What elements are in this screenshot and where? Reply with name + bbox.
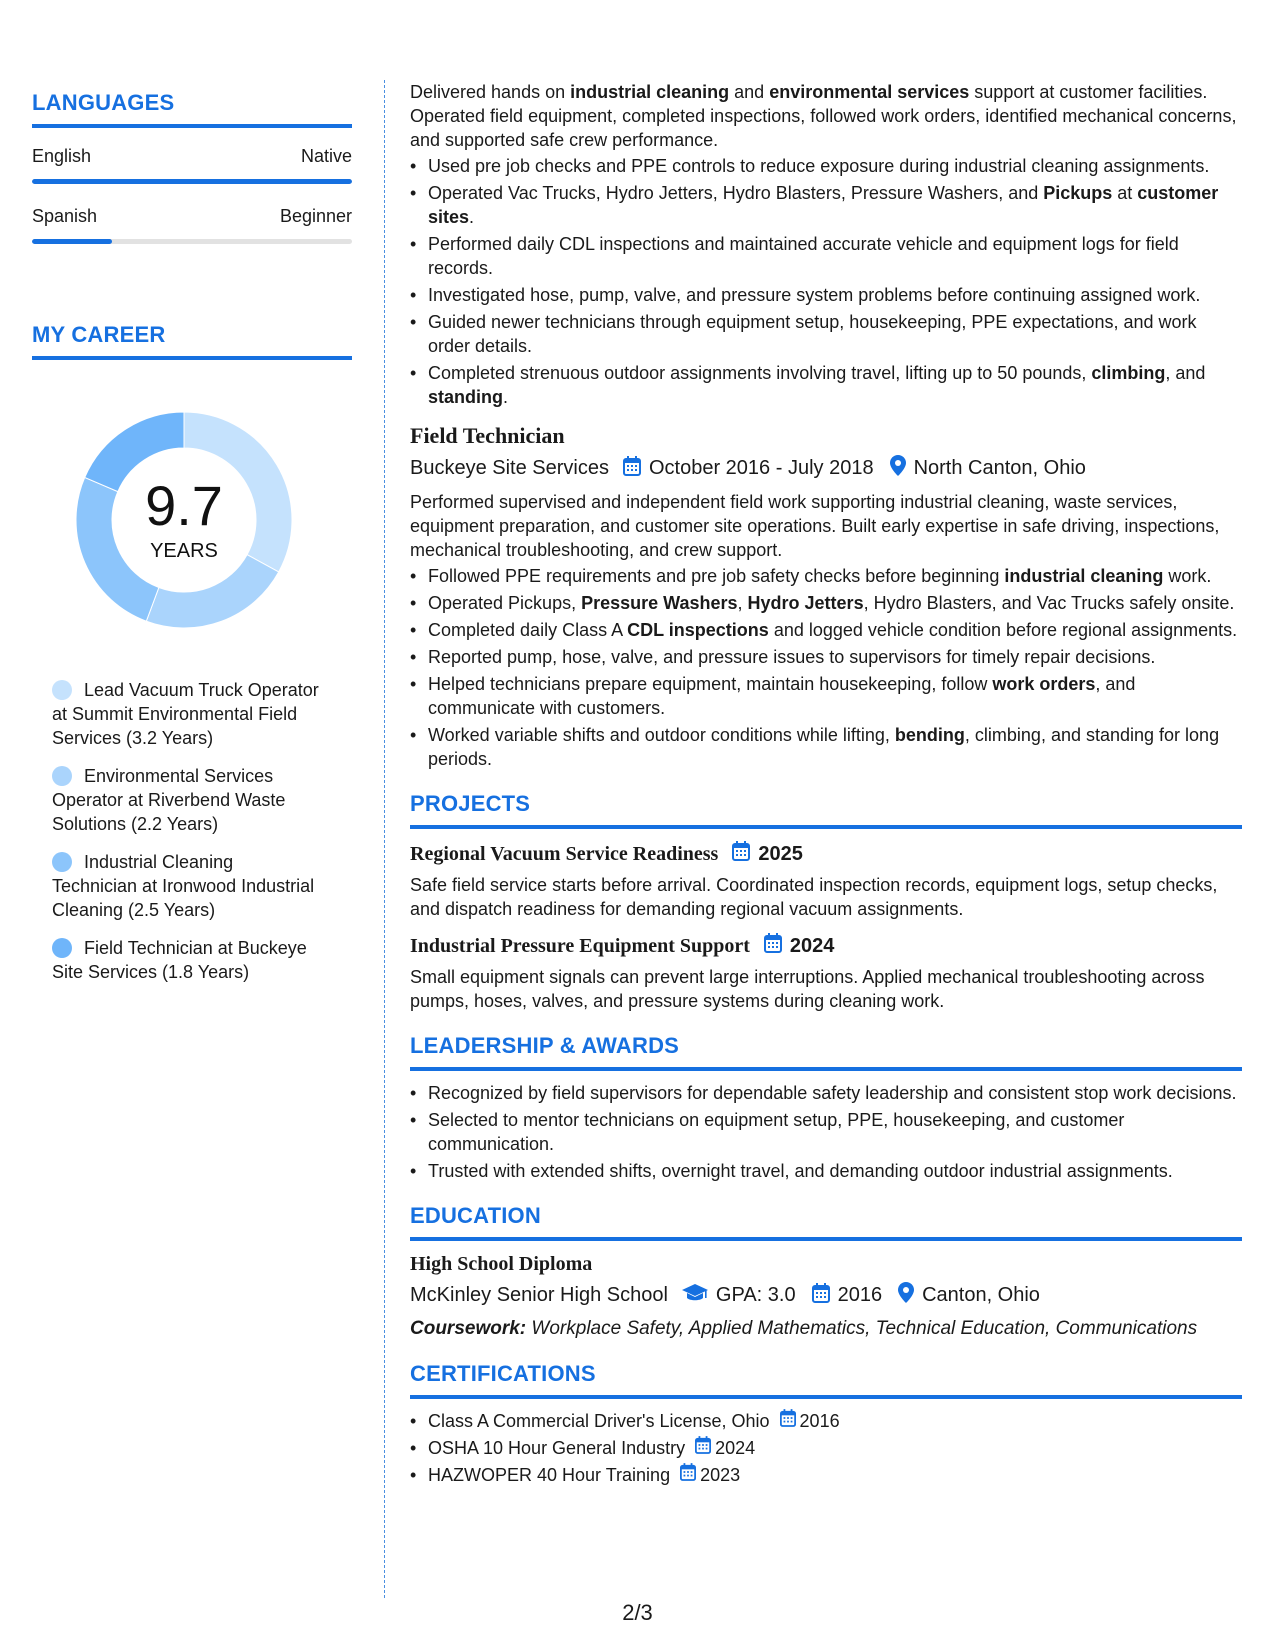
education-title: EDUCATION <box>410 1203 541 1228</box>
graduation-year: 2016 <box>837 1284 883 1306</box>
project-desc: Safe field service starts before arrival. Coordinated inspection records, equipment logs, setup checks, and dispatch readiness for demanding regional vacuum assignments. <box>410 875 1218 919</box>
section-rule <box>410 1067 1242 1071</box>
calendar-icon <box>623 456 641 482</box>
legend-label: Environmental Services Operator at Riverbend Waste Solutions (2.2 Years) <box>52 766 286 834</box>
project-name: Industrial Pressure Equipment Support <box>410 934 750 957</box>
legend-label: Field Technician at Buckeye Site Services (1.8 Years) <box>52 938 307 982</box>
bullet-item: • Performed daily CDL inspections and maintained accurate vehicle and equipment logs for field records. <box>410 232 1242 280</box>
legend-label: Industrial Cleaning Technician at Ironwood Industrial Cleaning (2.5 Years) <box>52 852 315 920</box>
bullet-item: • Used pre job checks and PPE controls to reduce exposure during industrial cleaning assignments. <box>410 154 1242 178</box>
certification-item <box>410 1436 1242 1460</box>
leadership-title: LEADERSHIP & AWARDS <box>410 1033 680 1058</box>
career-legend <box>52 678 352 984</box>
project-year: 2025 <box>758 842 803 865</box>
bullet-item: • Operated Vac Trucks, Hydro Jetters, Hydro Blasters, Pressure Washers, and Pickups at customer sites. <box>410 181 1242 229</box>
legend-dot <box>52 766 72 786</box>
coursework <box>410 1317 1242 1341</box>
language-item <box>32 206 352 244</box>
location-pin-icon <box>898 1282 914 1309</box>
legend-dot <box>52 680 72 700</box>
language-proficiency-fill <box>32 239 112 244</box>
coursework-list: Workplace Safety, Applied Mathematics, Technical Education, Communications <box>526 1318 1198 1339</box>
language-level: Beginner <box>279 206 352 226</box>
legend-item <box>52 936 322 984</box>
bullet-item: • Guided newer technicians through equipment setup, housekeeping, PPE expectations, and work order details. <box>410 310 1242 358</box>
calendar-icon <box>732 841 750 867</box>
legend-label: Lead Vacuum Truck Operator at Summit Environmental Field Services (3.2 Years) <box>52 680 319 748</box>
page-number: 2/3 <box>622 1600 653 1625</box>
languages-section <box>32 90 352 244</box>
languages-title: LANGUAGES <box>32 90 175 115</box>
job-meta <box>410 455 1242 482</box>
prev-job-bullets <box>410 154 1242 409</box>
legend-item <box>52 678 322 750</box>
sidebar <box>32 90 352 998</box>
bullet-item: • Recognized by field supervisors for dependable safety leadership and consistent stop work decisions. <box>410 1081 1242 1105</box>
career-donut-chart <box>64 400 304 640</box>
language-name: English <box>32 146 92 166</box>
legend-dot <box>52 852 72 872</box>
certification-year: 2016 <box>799 1411 840 1431</box>
section-rule <box>410 1237 1242 1241</box>
project-year: 2024 <box>789 934 835 957</box>
language-item <box>32 146 352 184</box>
language-proficiency-bar <box>32 179 352 184</box>
bullet-item: • Investigated hose, pump, valve, and pressure system problems before continuing assigned work. <box>410 283 1242 307</box>
section-rule <box>32 356 352 360</box>
bullet-item: • Completed strenuous outdoor assignments involving travel, lifting up to 50 pounds, climbing, and standing. <box>410 361 1242 409</box>
bullet-item: • Operated Pickups, Pressure Washers, Hydro Jetters, Hydro Blasters, and Vac Trucks safely onsite. <box>410 591 1242 615</box>
career-title: MY CAREER <box>32 322 166 347</box>
education-section <box>410 1203 1242 1341</box>
job-bullets <box>410 564 1242 771</box>
education-meta <box>410 1282 1242 1309</box>
graduation-cap-icon <box>682 1284 708 1308</box>
language-name: Spanish <box>32 206 98 226</box>
leadership-bullets <box>410 1081 1242 1183</box>
calendar-icon <box>780 1409 796 1433</box>
project-desc: Small equipment signals can prevent large interruptions. Applied mechanical troubleshooting across pumps, hoses, valves, and pressure systems during cleaning work. <box>410 967 1205 1011</box>
legend-item <box>52 850 322 922</box>
calendar-icon <box>680 1463 696 1487</box>
calendar-icon <box>764 933 782 959</box>
certification-name: • Class A Commercial Driver's License, Ohio <box>428 1411 770 1431</box>
company-name: Buckeye Site Services <box>410 457 609 479</box>
main-content <box>410 80 1242 1490</box>
bullet-item: • Worked variable shifts and outdoor conditions while lifting, bending, climbing, and standing for long periods. <box>410 723 1242 771</box>
calendar-icon <box>812 1283 830 1309</box>
prev-job-summary: Delivered hands on industrial cleaning and environmental services support at customer facilities. Operated field equipment, completed inspections, followed work orders, identified mechanical concerns, and supported safe crew performance. <box>410 82 1237 150</box>
legend-item <box>52 764 322 836</box>
certification-item <box>410 1463 1242 1487</box>
project-title <box>410 841 1242 867</box>
projects-title: PROJECTS <box>410 791 531 816</box>
certification-item <box>410 1409 1242 1433</box>
certification-name: • HAZWOPER 40 Hour Training <box>428 1465 671 1485</box>
career-section <box>32 322 352 984</box>
language-proficiency-fill <box>32 179 352 184</box>
gpa: GPA: 3.0 <box>715 1284 796 1306</box>
calendar-icon <box>695 1436 711 1460</box>
language-proficiency-bar <box>32 239 352 244</box>
certification-year: 2023 <box>700 1465 741 1485</box>
section-rule <box>410 825 1242 829</box>
job-summary: Performed supervised and independent field work supporting industrial cleaning, waste services, equipment preparation, and customer site operations. Built early expertise in safe driving, inspections, mechanical troubleshooting, and crew support. <box>410 492 1220 560</box>
school-location: Canton, Ohio <box>922 1284 1040 1306</box>
bullet-item: • Completed daily Class A CDL inspections and logged vehicle condition before regional assignments. <box>410 618 1242 642</box>
certification-name: • OSHA 10 Hour General Industry <box>428 1438 686 1458</box>
career-total-years: 9.7 <box>145 473 223 537</box>
bullet-item: • Helped technicians prepare equipment, maintain housekeeping, follow work orders, and communicate with customers. <box>410 672 1242 720</box>
bullet-item: • Reported pump, hose, valve, and pressure issues to supervisors for timely repair decisions. <box>410 645 1242 669</box>
job-location: North Canton, Ohio <box>913 457 1086 479</box>
career-years-unit: YEARS <box>150 539 218 562</box>
leadership-section <box>410 1033 1242 1183</box>
certification-year: 2024 <box>715 1438 756 1458</box>
project-title <box>410 933 1242 959</box>
legend-dot <box>52 938 72 958</box>
job-dates: October 2016 - July 2018 <box>648 457 874 479</box>
bullet-item: • Selected to mentor technicians on equipment setup, PPE, housekeeping, and customer communication. <box>410 1108 1242 1156</box>
section-rule <box>410 1395 1242 1399</box>
coursework-label: Coursework: <box>410 1318 527 1339</box>
location-pin-icon <box>890 455 906 482</box>
project-name: Regional Vacuum Service Readiness <box>410 842 719 865</box>
certification-list <box>410 1409 1242 1487</box>
degree: High School Diploma <box>410 1253 593 1275</box>
job-title: Field Technician <box>410 423 565 448</box>
school-name: McKinley Senior High School <box>410 1284 668 1306</box>
language-level: Native <box>300 146 352 166</box>
projects-section <box>410 791 1242 1013</box>
section-rule <box>32 124 352 128</box>
certifications-section <box>410 1361 1242 1487</box>
column-divider <box>384 80 385 1598</box>
bullet-item: • Trusted with extended shifts, overnight travel, and demanding outdoor industrial assignments. <box>410 1159 1242 1183</box>
bullet-item: • Followed PPE requirements and pre job safety checks before beginning industrial cleaning work. <box>410 564 1242 588</box>
certifications-title: CERTIFICATIONS <box>410 1361 596 1386</box>
